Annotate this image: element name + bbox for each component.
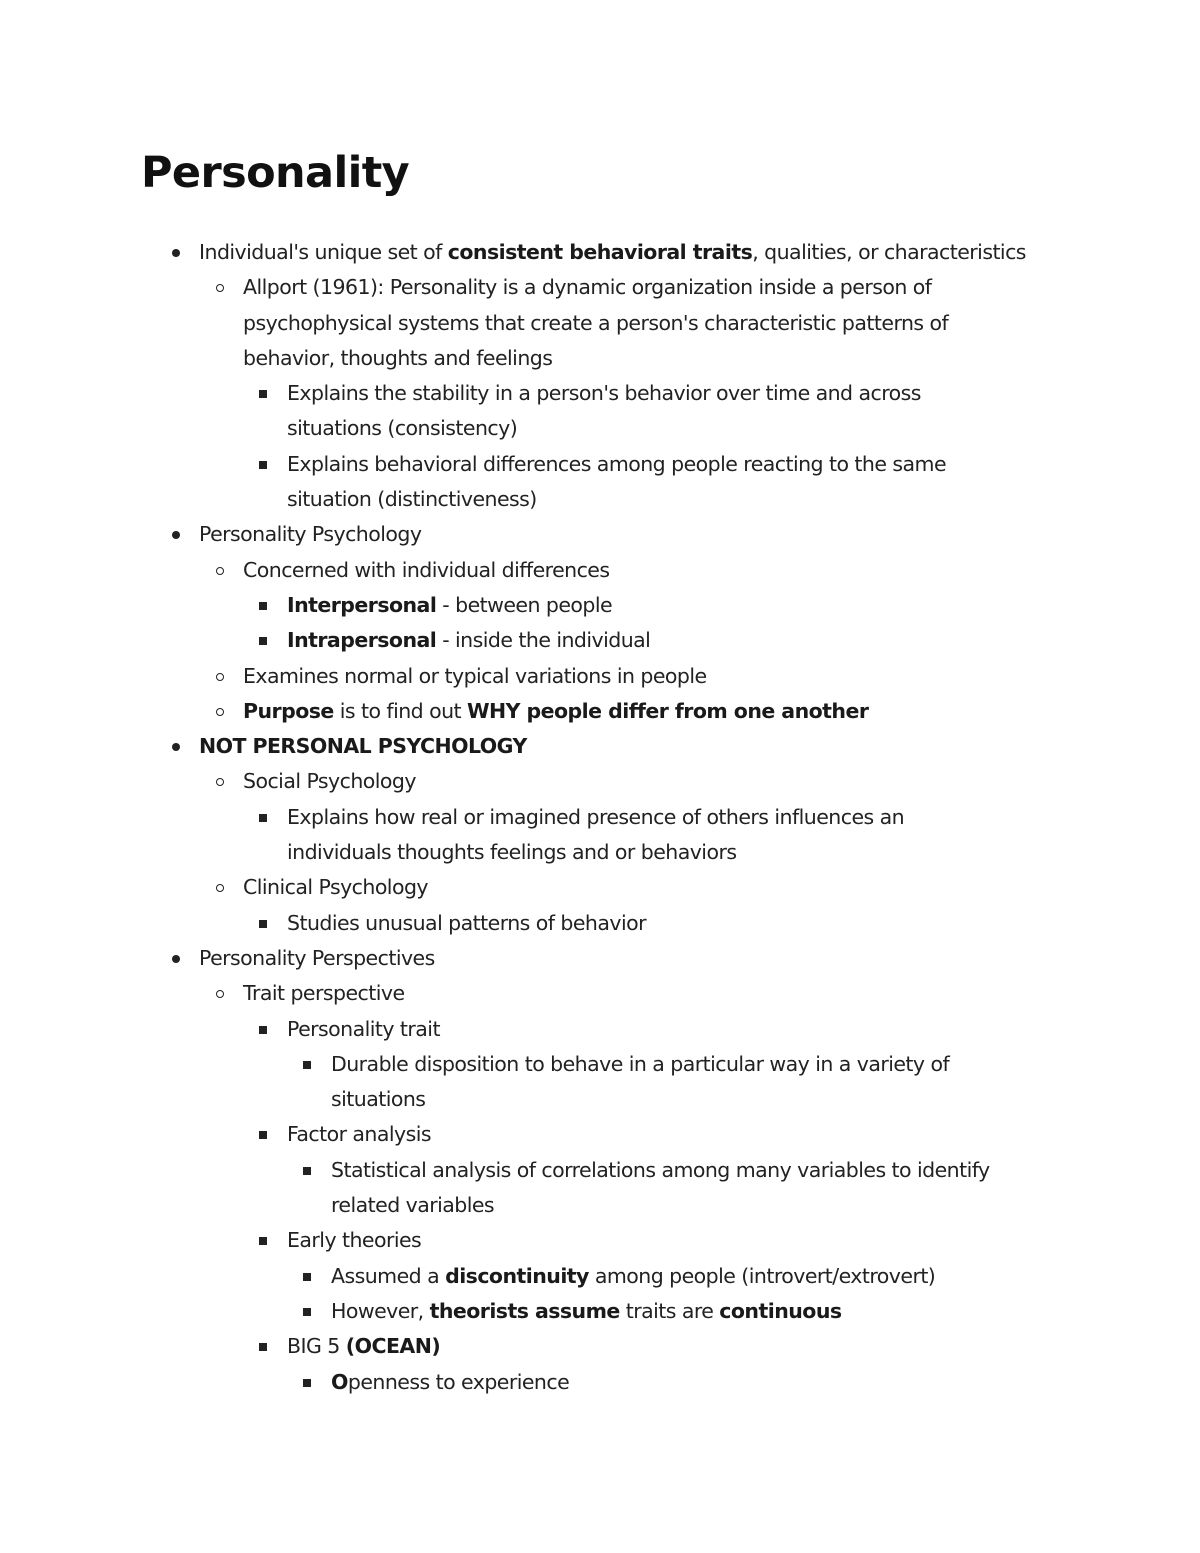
text: Early theories [287,1228,422,1253]
list-item-level-3 [287,1117,997,1152]
list-item-level-1 [199,517,1079,552]
list-item-level-4 [331,1153,1031,1224]
list-item-level-1 [199,941,1079,976]
text: Individual's unique set of [199,240,448,264]
text: Explains the stability in a person's behavior over time and across situations (consistency) [287,381,921,441]
text: Personality Perspectives [199,945,435,970]
list-item-level-4 [331,1047,1031,1118]
list-item-level-2 [243,870,1003,905]
text: BIG 5 [287,1334,346,1359]
text: among people (introvert/extrovert) [588,1263,936,1288]
text: Factor analysis [287,1122,432,1147]
text: Examines normal or typical variations in people [243,663,707,688]
bold-text: Intrapersonal [287,628,437,653]
bold-text: WHY people differ from one another [466,698,869,723]
text: Explains behavioral differences among people reacting to the same situation (distinctiveness) [287,451,947,512]
list-item-level-3 [287,376,997,447]
text: is to find out [333,698,467,723]
bold-text: discontinuity [445,1263,589,1288]
list-item-level-4 [331,1365,1031,1400]
list-item-level-4 [331,1259,1031,1294]
bold-text: Purpose [243,698,334,723]
text: penness to experience [347,1369,570,1394]
text: Concerned with individual differences [243,557,610,582]
list-item-level-4 [331,1294,1031,1329]
list-item-level-3 [287,1223,997,1258]
text: Allport (1961): Personality is a dynamic organization inside a person of psychophysical systems that create a person's characteristic patterns of behavior, thoughts and feelings [243,275,949,370]
list-item-level-1 [199,235,1079,270]
bold-text: continuous [719,1298,842,1323]
text: However, [331,1298,430,1323]
list-item-level-2 [243,659,1003,694]
list-item-level-2 [243,764,1003,799]
list-item-level-2 [243,553,1003,588]
list-item-level-3 [287,623,997,658]
list-item-level-3 [287,1329,997,1364]
text: Studies unusual patterns of behavior [287,910,646,935]
bullet-outline [0,235,1200,1400]
bold-text: O [331,1369,348,1394]
list-item-level-3 [287,447,997,518]
bold-text: consistent behavioral traits [447,240,753,264]
text: Personality trait [287,1016,440,1041]
list-item-level-1 [199,729,1079,764]
page-title: Personality [141,148,410,198]
list-item-level-3 [287,1012,997,1047]
text: Assumed a [331,1263,446,1288]
list-item-level-2 [243,976,1003,1011]
text: - inside the individual [436,628,651,653]
bold-text: theorists assume [429,1298,620,1323]
list-item-level-3 [287,588,997,623]
text: Clinical Psychology [243,875,428,900]
text: Trait perspective [243,981,405,1006]
bold-text: (OCEAN) [345,1334,441,1359]
text: Social Psychology [243,769,416,794]
text: - between people [436,592,613,617]
bold-text: NOT PERSONAL PSYCHOLOGY [199,734,527,759]
text: traits are [619,1298,720,1323]
list-item-level-2 [243,270,1003,376]
text: Durable disposition to behave in a particular way in a variety of situations [331,1051,950,1112]
bold-text: Interpersonal [287,592,437,617]
list-item-level-2 [243,694,1003,729]
text: , qualities, or characteristics [752,240,1026,264]
text: Statistical analysis of correlations among many variables to identify related variables [331,1157,990,1218]
text: Explains how real or imagined presence of others influences an individuals thoughts feelings and or behaviors [287,804,905,865]
text: Personality Psychology [199,522,422,547]
list-item-level-3 [287,906,997,941]
list-item-level-3 [287,800,997,871]
